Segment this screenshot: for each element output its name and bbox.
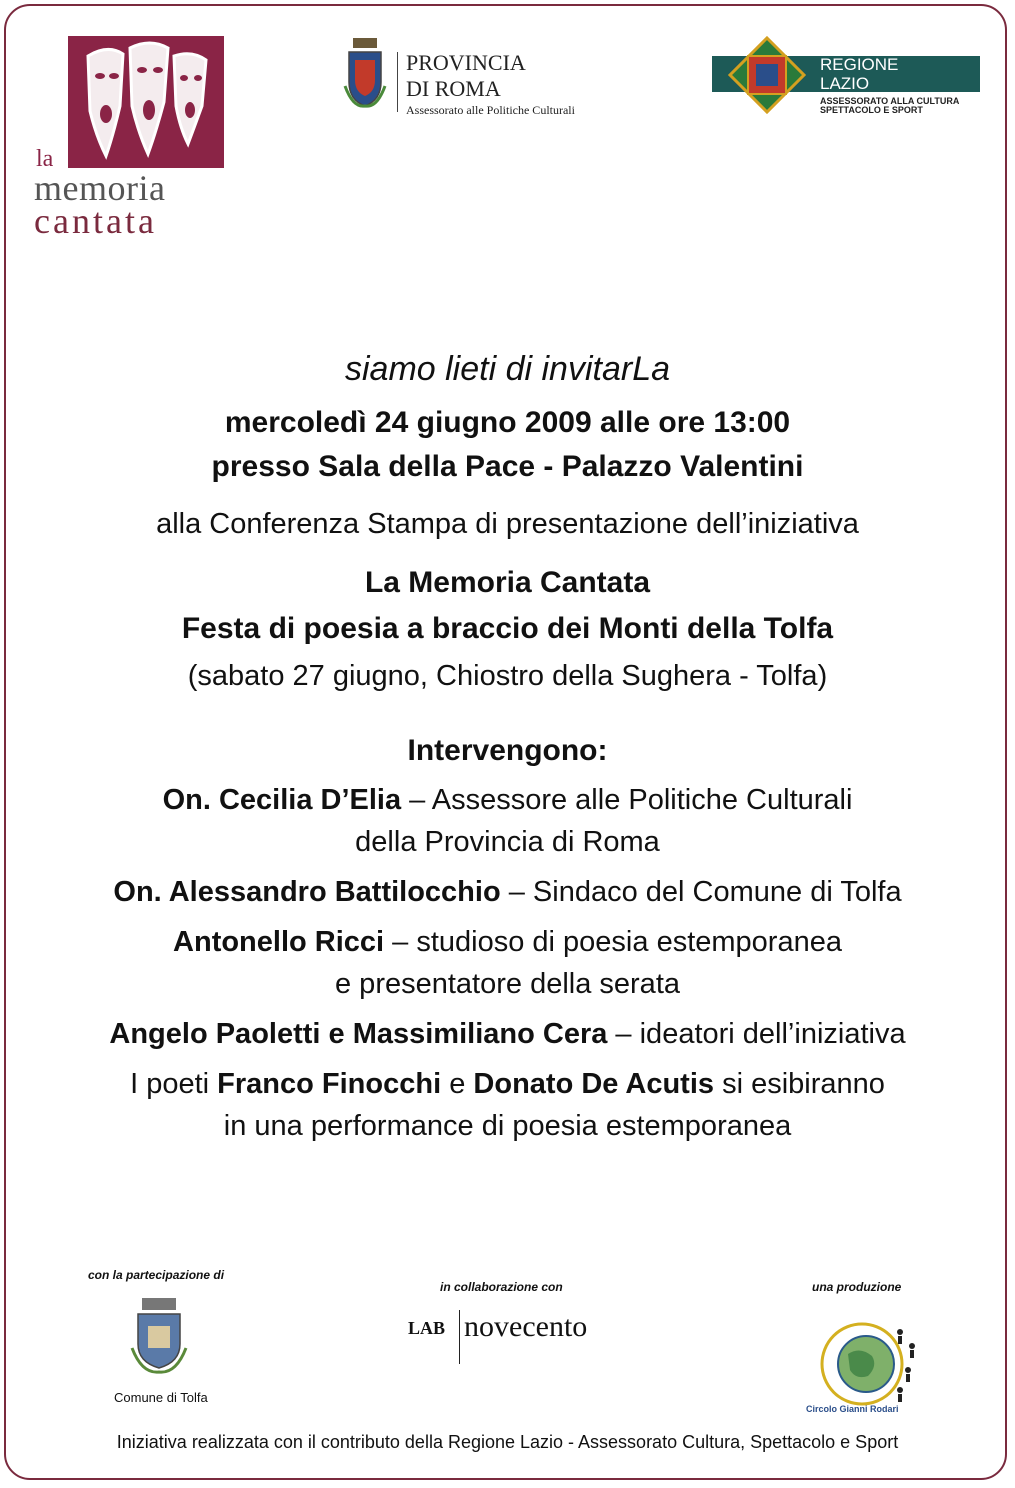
speaker-4-name: Angelo Paoletti e Massimiliano Cera — [109, 1018, 608, 1050]
lab-text: LAB — [408, 1318, 446, 1338]
invitation-date: mercoledì 24 giugno 2009 alle ore 13:00 — [224, 406, 791, 439]
poet-2-name: Donato De Acutis — [473, 1068, 715, 1100]
circolo-rodari-logo — [808, 1306, 924, 1418]
poets-line — [0, 1068, 1015, 1101]
provincia-name-line1: PROVINCIA — [406, 50, 526, 75]
provincia-crest-icon — [343, 36, 387, 110]
lab-divider — [459, 1310, 460, 1364]
regione-assessorato-line2: SPETTACOLO E SPORT — [820, 105, 923, 115]
invitation-place: presso Sala della Pace - Palazzo Valentini — [211, 450, 804, 483]
circolo-rodari-name: Circolo Gianni Rodari — [806, 1404, 899, 1414]
regione-assessorato-line1: ASSESSORATO ALLA CULTURA — [820, 96, 960, 106]
speaker-2 — [0, 876, 1015, 909]
regione-name-line2: LAZIO — [820, 74, 870, 93]
event-subtitle: Festa di poesia a braccio dei Monti della Tolfa — [181, 612, 834, 645]
provincia-assessorato: Assessorato alle Politiche Culturali — [406, 103, 575, 117]
comune-tolfa-crest-icon — [128, 1296, 190, 1376]
memoria-cantata-logo — [68, 36, 224, 168]
globe-icon — [808, 1306, 924, 1418]
regione-lazio-emblem-icon — [728, 36, 806, 114]
speaker-1-role: – Assessore alle Politiche Culturali — [401, 784, 853, 816]
event-title: La Memoria Cantata — [364, 566, 651, 599]
speaker-1-name: On. Cecilia D’Elia — [162, 784, 402, 816]
speaker-1 — [0, 784, 1015, 817]
participation-label: con la partecipazione di — [88, 1268, 225, 1282]
provincia-divider — [397, 52, 398, 112]
collaboration-label: in collaborazione con — [440, 1280, 563, 1294]
speaker-3-role-line2: e presentatore della serata — [335, 968, 680, 1000]
speaker-2-name: On. Alessandro Battilocchio — [113, 876, 501, 908]
speaker-1-role-line2: della Provincia di Roma — [355, 826, 660, 858]
provincia-name-line2: DI ROMA — [406, 76, 501, 101]
event-details: (sabato 27 giugno, Chiostro della Sughera - Tolfa) — [187, 660, 828, 692]
logo-text-cantata: cantata — [34, 201, 157, 241]
speakers-heading: Intervengono: — [407, 734, 608, 767]
invitation-purpose: alla Conferenza Stampa di presentazione dell’iniziativa — [156, 508, 859, 540]
logo-text-memoria: memoria — [34, 168, 166, 208]
regione-name-line1: REGIONE — [820, 55, 899, 74]
speaker-3-role: – studioso di poesia estemporanea — [384, 926, 842, 958]
poets-pre: I poeti — [130, 1068, 218, 1100]
speaker-4 — [0, 1018, 1015, 1051]
poets-line2: in una performance di poesia estemporanea — [223, 1110, 792, 1142]
speaker-3 — [0, 926, 1015, 959]
speaker-4-role: – ideatori dell’iniziativa — [607, 1018, 906, 1050]
singing-faces-icon — [68, 36, 224, 168]
speaker-3-name: Antonello Ricci — [173, 926, 385, 958]
poets-post: si esibiranno — [714, 1068, 885, 1100]
production-label: una produzione — [812, 1280, 902, 1294]
credit-line: Iniziativa realizzata con il contributo della Regione Lazio - Assessorato Cultura, Spettacolo e Sport — [116, 1432, 899, 1452]
participation-name: Comune di Tolfa — [114, 1390, 208, 1405]
novecento-text: novecento — [464, 1310, 588, 1343]
poet-1-name: Franco Finocchi — [217, 1068, 442, 1100]
speaker-2-role: – Sindaco del Comune di Tolfa — [500, 876, 902, 908]
invitation-intro: siamo lieti di invitarLa — [344, 350, 671, 388]
logo-text-la: la — [36, 146, 54, 172]
poets-mid: e — [441, 1068, 474, 1100]
